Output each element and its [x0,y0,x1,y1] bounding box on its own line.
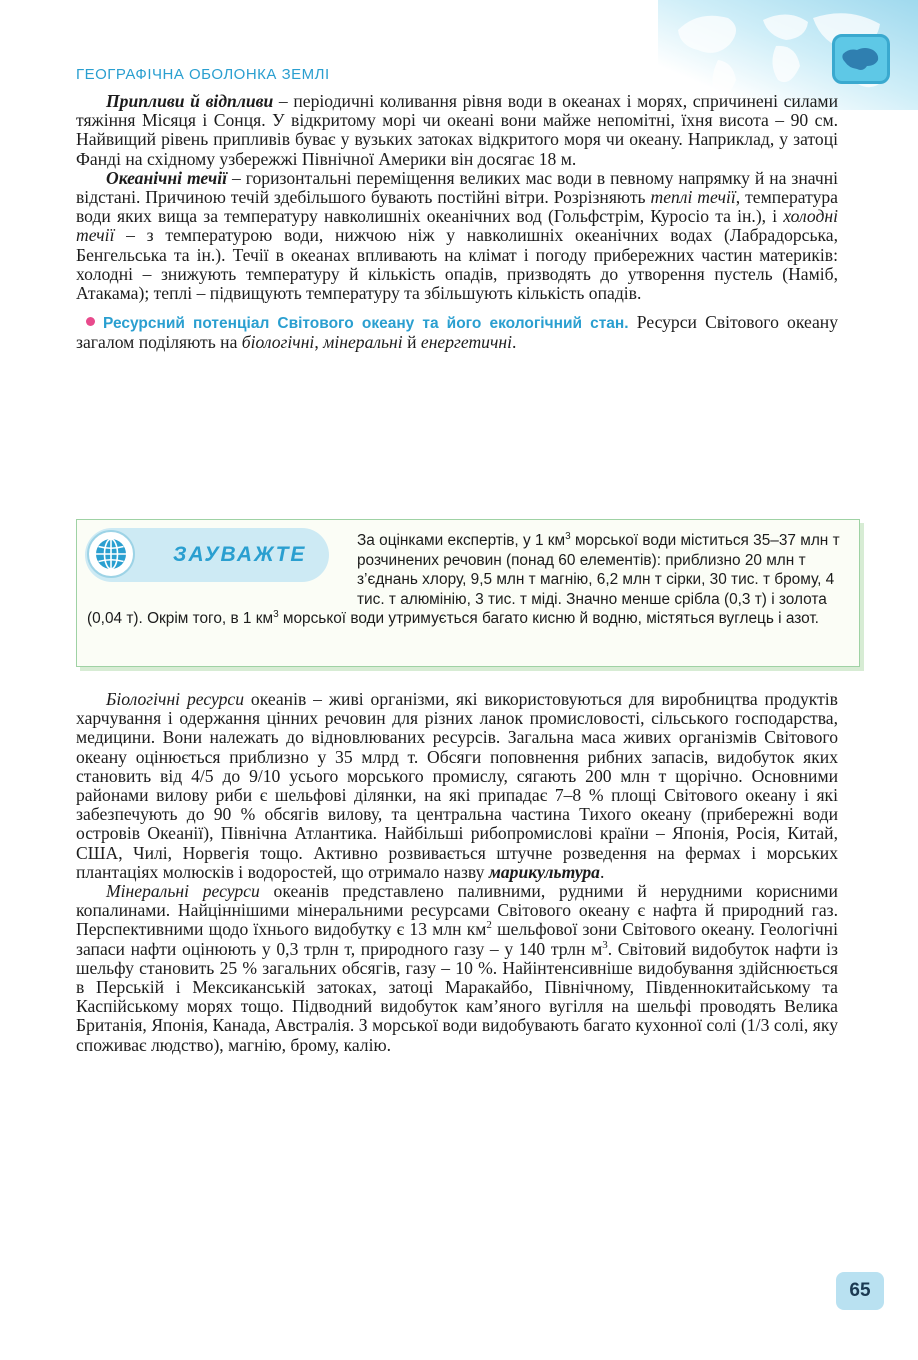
term-mineral: мінеральні [323,332,403,353]
period: . [599,861,605,882]
term-biological-resources: Біологічні ресурси [106,689,245,709]
tides-text: – періодичні коливання рівня води в океанах і морях, спричинені силами тяжіння Місяця і Сонця. У відкритому морі чи океані вони майже непомітні, їхня висота – 90 см. Найвищий рівень припливів буває у вузьких затоках відкритого моря чи океану. Наприклад, у затоці Фанді на східному узбережжі Північної Америки він досягає 18 м. [76,91,838,169]
paragraph-tides [76,92,838,169]
note-sup-2: 3 [273,609,279,621]
paragraph-biological-resources [76,690,838,882]
page-number: 65 [836,1272,884,1310]
currents-text-c: – з температурою води, нижчою ніж у навколишніх океанічних водах (Лабрадорська, Бенгельська та ін.). Течії в океанах впливають на клімат і погоду прибережних частин материків: холодні – знижують температуру й кількість опадів, призводять до утворення пустель (Наміб, Атакама); теплі – підвищують температуру та збільшують кількість опадів. [76,225,838,304]
paragraph-mineral-resources [76,882,838,1055]
separator: й [402,332,421,353]
separator: , [314,332,324,353]
period: . [512,332,517,353]
mineral-sup-1: 2 [486,919,492,932]
term-cold-currents: холодні течії [76,206,838,246]
ukraine-badge [832,34,890,84]
mineral-text-c: . Світовий видобуток нафти із шельфу становить 25 % загальних обсягів, газу – 10 %. Найінтенсивніше видобування здійснюється в Перській і Мексиканській затоках, затоці Маракайбо, Північному, Південнокитайському та Каспійському морях тощо. Підводний видобуток кам’яного вугілля на шельфі проводять Велика Британія, Японія, Канада, Австралія. З морської води видобувають багато кухонної солі (1/3 солі, яку споживає людство), магнію, брому, калію. [76,938,838,1055]
term-tides: Припливи й відпливи [106,91,274,111]
term-warm-currents: теплі течії [650,187,736,208]
note-text-a: За оцінками експертів, у 1 км [357,532,566,549]
note-sup-1: 3 [565,530,571,542]
term-mariculture: марикультура [488,861,600,882]
note-text-c: морської води утримується багато кисню й водню, містяться вуглець і азот. [278,610,819,628]
mineral-text-b: шельфової зони Світового океану. Геологічні запаси нафти оцінюють у 0,3 трлн т, природного газу – у 140 трлн м [76,919,838,959]
section-heading-resources [76,313,838,352]
section-title: Ресурсний потенціал Світового океану та його екологічний стан. [103,315,629,333]
paragraph-currents [76,169,838,303]
term-energy: енергетичні [420,332,512,353]
term-currents: Океанічні течії [106,167,228,188]
body-text-top [76,92,838,353]
bullet-icon [86,317,95,326]
mineral-text-a: океанів представлено паливними, рудними й нерудними корисними копалинами. Найціннішими мінеральними ресурсами Світового океану є нафта й природний газ. Перспективними щодо їхнього видобутку є 13 млн км [76,881,838,940]
mineral-sup-2: 3 [602,938,608,951]
currents-text-b: , температура води яких вища за температуру навколишніх океанічних вод (Гольфстрім, Куросіо та ін.), і [76,187,838,227]
section-text-a: Ресурси Світового океану загалом поділяють на [76,312,838,353]
currents-text-a: – горизонтальні переміщення великих мас води в певному напрямку й на значні відстані. Причиною течій здебільшого бувають постійні вітри. Розрізняють [76,167,838,208]
running-head: ГЕОГРАФІЧНА ОБОЛОНКА ЗЕМЛІ [76,66,330,83]
note-label: ЗАУВАЖТЕ [173,543,307,566]
note-box [76,519,860,667]
body-text-bottom [76,690,838,1055]
biological-text: океанів – живі організми, які використовуються для виробництва продуктів харчування і одержання цінних речовин для різних ланок промисловості, сільського господарства, медицини. Вони належать до відновлюваних ресурсів. Загальна маса живих організмів Світового океану оцінюється приблизно у 35 млрд т. Обсяги поповнення рибних запасів, видобуток яких становить від 4/5 до 9/10 усього морського промислу, сягають 200 млн т щорічно. Основними районами вилову риби є шельфові ділянки, на які припадає 7–8 % площі Світового океану і які забезпечують до 90 % обсягів вилову, та центральна частина Тихого океану (прибережні води островів Океанії), Північна Атлантика. Найбільші рибопромислові країни – Японія, Росія, Китай, США, Чилі, Норвегія тощо. Активно розвивається штучне розведення на фермах і морських плантаціях молюсків і водоростей, що отримало назву [76,689,838,882]
ukraine-map-icon [841,44,881,74]
note-text [87,531,843,629]
term-mineral-resources: Мінеральні ресурси [106,881,260,902]
term-biological: біологічні [241,332,315,353]
note-text-b: морської води міститься 35–37 млн т розчинених речовин (понад 60 елементів): приблизно 20 млн т з’єднань хлору, 9,5 млн т магнію, 6,2 млн т сірки, 30 тис. т брому, 4 тис. т алюмінію, 3 тис. т міді. Значно менше срібла (0,3 т) і золота (0,04 т). Окрім того, в 1 км [87,532,840,628]
